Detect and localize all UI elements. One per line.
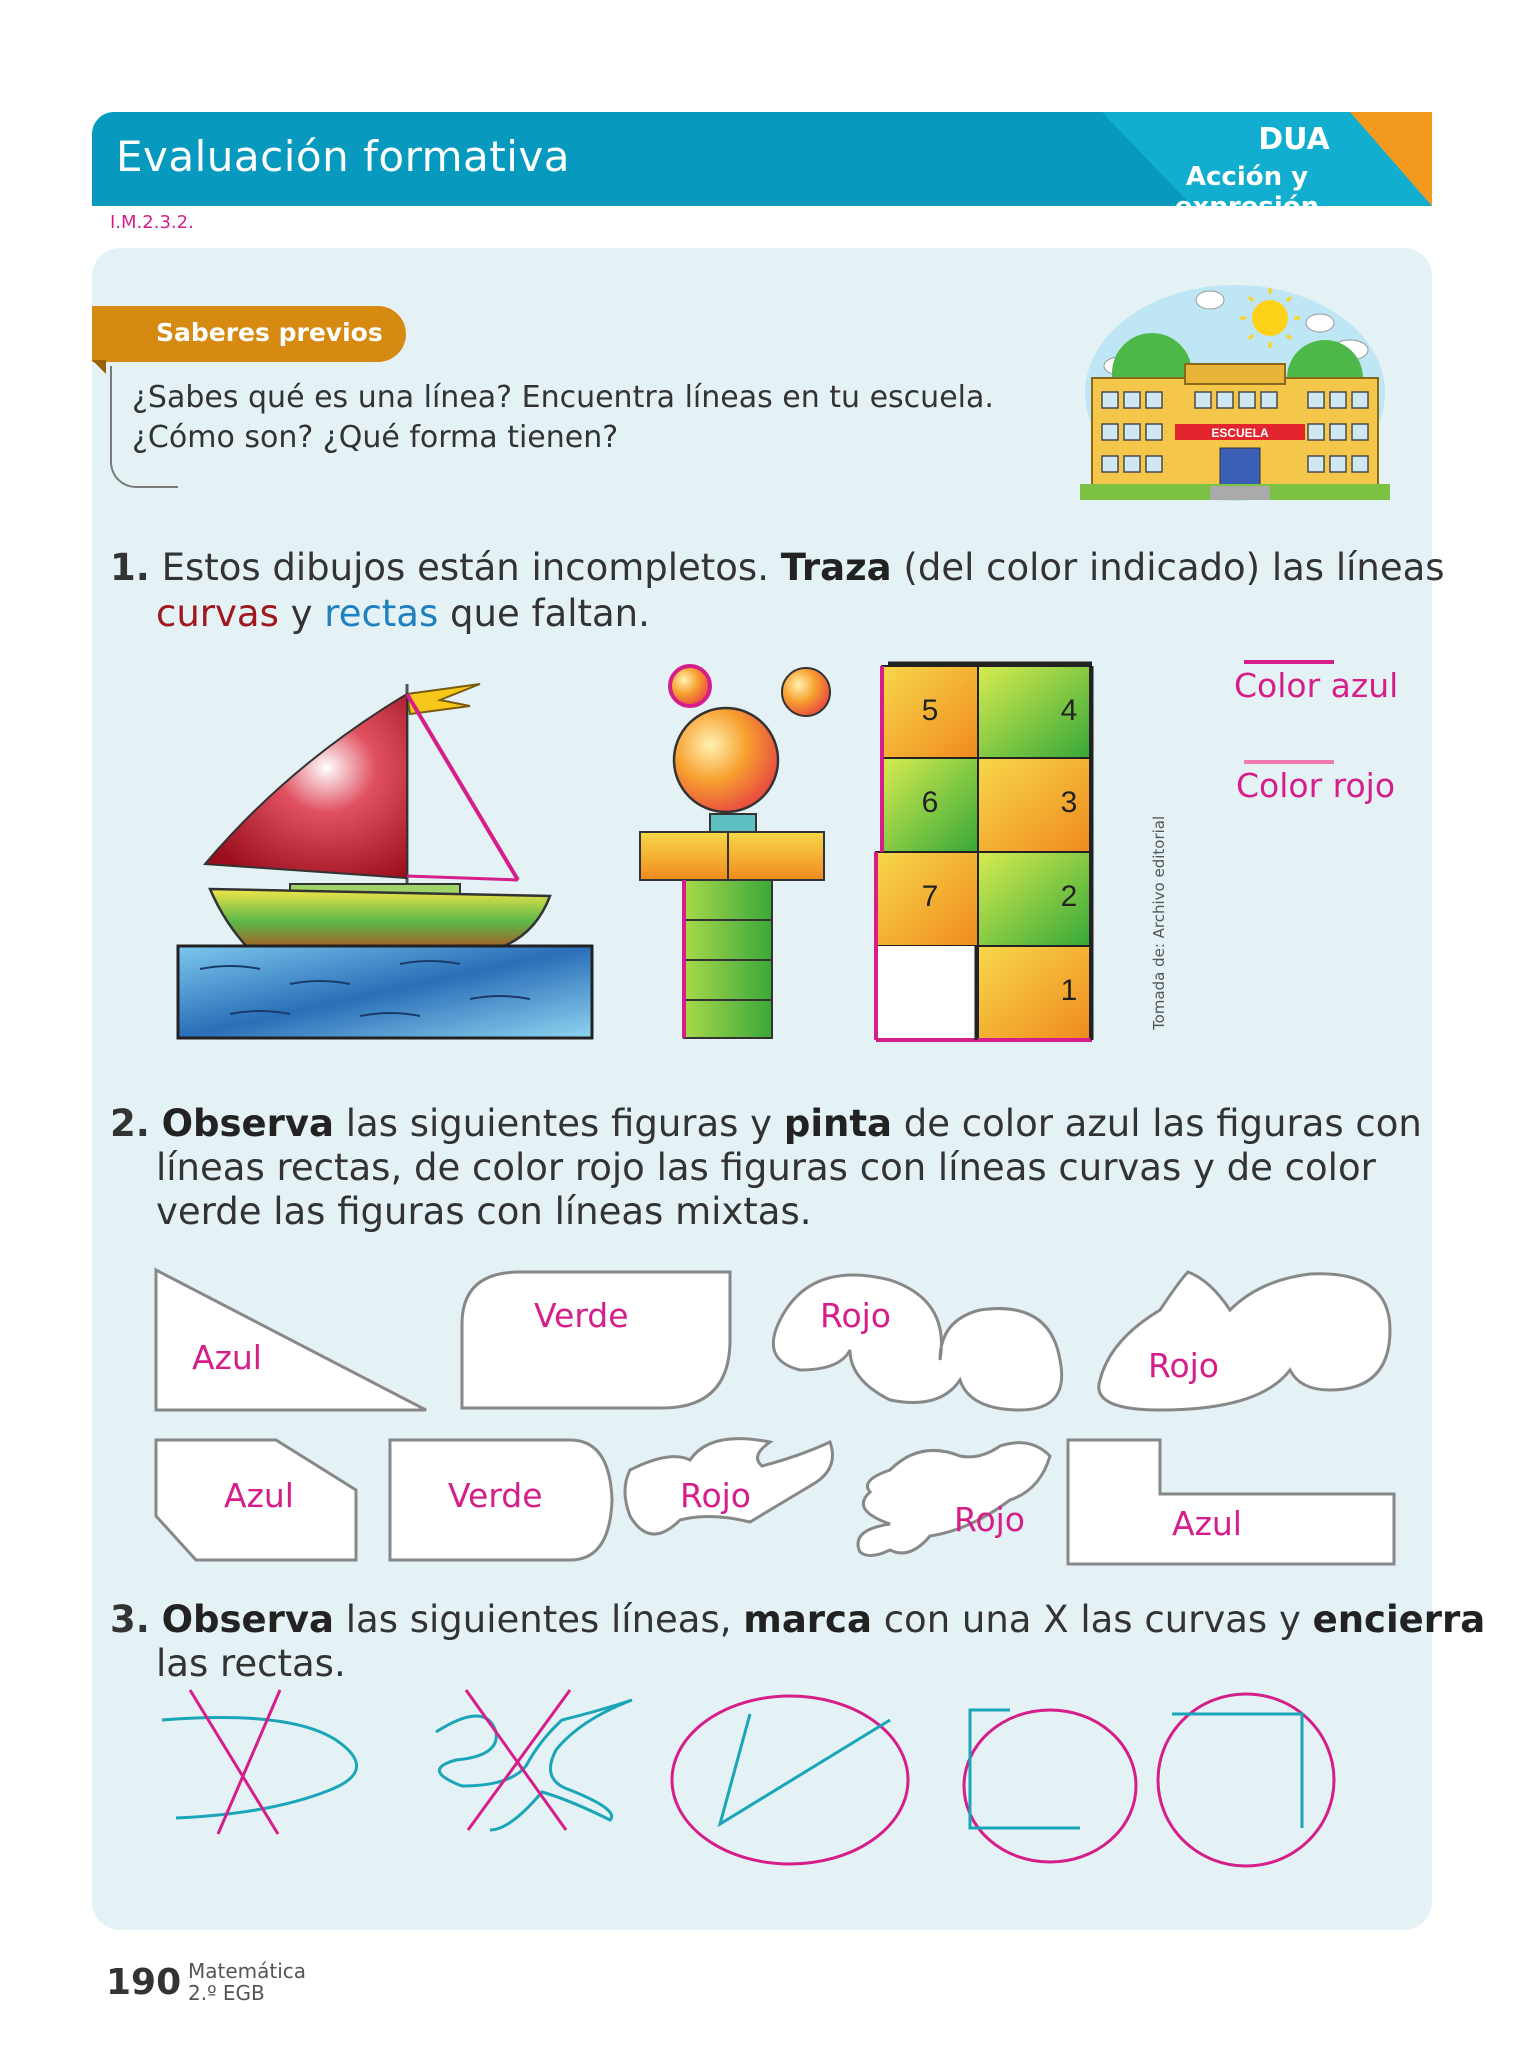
school-sign: ESCUELA — [1211, 426, 1269, 440]
shape-label-azul-3: Azul — [1172, 1504, 1242, 1543]
saberes-question-1: ¿Sabes qué es una línea? Encuentra líneas en tu escuela. — [132, 380, 994, 415]
curve-line-2[interactable] — [436, 1700, 632, 1830]
section-title: Evaluación formativa — [116, 132, 570, 181]
image-credit: Tomada de: Archivo editorial — [1150, 815, 1168, 1030]
q2-line-2: líneas rectas, de color rojo las figuras con líneas curvas y de color — [156, 1146, 1376, 1189]
shape-label-azul-1: Azul — [192, 1338, 262, 1377]
legend-blue-line — [1244, 658, 1336, 666]
legend-blue-label: Color azul — [1234, 666, 1399, 705]
shape-label-azul-2: Azul — [224, 1476, 294, 1515]
grid-number-4: 4 — [1060, 694, 1078, 727]
lines-exercise — [150, 1680, 1350, 1860]
dua-subtitle: Acción y expresión — [1174, 162, 1320, 222]
number-grid-drawing — [864, 660, 1154, 1046]
legend-red-line — [1244, 758, 1336, 766]
grid-number-3: 3 — [1060, 786, 1078, 819]
shape-curved-2[interactable] — [1099, 1272, 1390, 1410]
enclosed-straight-3[interactable] — [1158, 1694, 1334, 1866]
blocks-figure-drawing — [628, 656, 828, 1046]
shape-label-rojo-4: Rojo — [954, 1500, 1025, 1539]
section-header — [92, 112, 1432, 222]
q2-line-3: verde las figuras con líneas mixtas. — [156, 1190, 812, 1233]
rectas-word: rectas — [324, 592, 439, 635]
shape-label-rojo-3: Rojo — [680, 1476, 751, 1515]
grid-number-6: 6 — [921, 786, 939, 819]
shape-l[interactable] — [1068, 1440, 1394, 1564]
shape-label-rojo-1: Rojo — [820, 1296, 891, 1335]
grid-number-5: 5 — [921, 694, 939, 727]
q1-line-2: curvas y rectas que faltan. — [156, 592, 650, 635]
q1-line-1: 1. Estos dibujos están incompletos. Traza (del color indicado) las líneas — [110, 546, 1445, 589]
grid-number-7: 7 — [921, 880, 939, 913]
saberes-previos-label: Saberes previos — [156, 318, 383, 347]
page-number: 190 — [106, 1962, 182, 2003]
grid-number-1: 1 — [1060, 974, 1078, 1007]
indicator-code: I.M.2.3.2. — [110, 212, 194, 233]
enclosed-straight-2[interactable] — [964, 1710, 1136, 1862]
shape-label-verde-1: Verde — [534, 1296, 629, 1335]
sailboat-drawing — [170, 664, 600, 1044]
saberes-question-2: ¿Cómo son? ¿Qué forma tienen? — [132, 420, 619, 455]
shape-label-rojo-2: Rojo — [1148, 1346, 1219, 1385]
grid-number-2: 2 — [1060, 880, 1078, 913]
shape-label-verde-2: Verde — [448, 1476, 543, 1515]
footer-subject: Matemática 2.º EGB — [188, 1959, 307, 2005]
q3-line-2: las rectas. — [156, 1642, 346, 1685]
tab-fold — [92, 360, 106, 374]
q3-line-1: 3. Observa las siguientes líneas, marca con una X las curvas y encierra — [110, 1598, 1486, 1641]
dua-title: DUA — [1258, 122, 1330, 157]
shape-curved-1[interactable] — [773, 1275, 1061, 1410]
shape-mixed-rect[interactable] — [462, 1272, 730, 1408]
legend-red-label: Color rojo — [1236, 766, 1396, 805]
q2-line-1: 2. Observa las siguientes figuras y pinta de color azul las figuras con — [110, 1102, 1422, 1145]
curvas-word: curvas — [156, 592, 279, 635]
school-illustration — [1080, 278, 1390, 508]
